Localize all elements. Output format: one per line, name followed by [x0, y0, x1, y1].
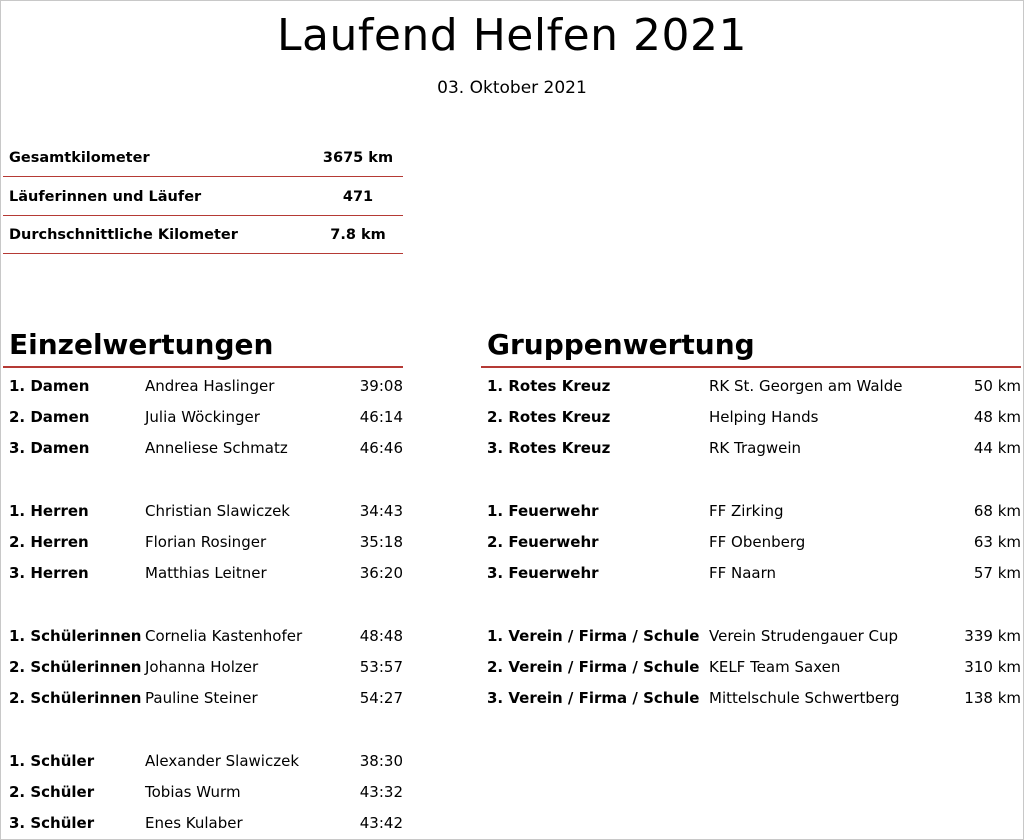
- rank-label: 3. Damen: [9, 439, 90, 458]
- result-value: 50 km: [973, 376, 1021, 395]
- result-value: 68 km: [973, 501, 1021, 520]
- participant-name: RK St. Georgen am Walde: [709, 376, 903, 395]
- summary-value: 3675 km: [322, 150, 394, 166]
- rank-label: 2. Feuerwehr: [487, 532, 599, 551]
- result-row: [481, 401, 1021, 432]
- participant-name: Alexander Slawiczek: [145, 751, 300, 770]
- rank-label: 2. Schülerinnen: [9, 657, 142, 676]
- result-value: 310 km: [964, 657, 1021, 676]
- rank-label: 3. Verein / Firma / Schule: [487, 689, 700, 708]
- result-value: 36:20: [359, 564, 403, 583]
- group-spacer: [481, 464, 1021, 495]
- participant-name: Verein Strudengauer Cup: [709, 626, 899, 645]
- summary-table: [3, 140, 403, 256]
- rank-label: 3. Herren: [9, 564, 89, 583]
- result-value: 339 km: [964, 626, 1021, 645]
- result-value: 53:57: [359, 657, 403, 676]
- einzelwertungen-list: [3, 368, 403, 839]
- event-date: 03. Oktober 2021: [437, 78, 587, 98]
- result-row: [481, 526, 1021, 557]
- summary-label: Durchschnittliche Kilometer: [9, 227, 238, 243]
- rank-label: 2. Damen: [9, 407, 90, 426]
- rank-label: 2. Schülerinnen: [9, 689, 142, 708]
- result-row: [3, 526, 403, 557]
- rank-label: 3. Schüler: [9, 814, 95, 833]
- participant-name: Matthias Leitner: [145, 564, 267, 583]
- result-row: [481, 651, 1021, 682]
- result-value: 43:32: [359, 782, 403, 801]
- rank-label: 1. Herren: [9, 501, 89, 520]
- result-row: [3, 620, 403, 651]
- result-value: 35:18: [359, 532, 403, 551]
- group-spacer: [3, 714, 403, 745]
- summary-row-runners: [3, 179, 403, 216]
- result-row: [3, 495, 403, 526]
- summary-value: 471: [342, 188, 374, 205]
- participant-name: Pauline Steiner: [145, 689, 258, 708]
- gruppenwertung-list: [481, 368, 1021, 714]
- summary-row-total-km: [3, 140, 403, 177]
- group-spacer: [481, 589, 1021, 620]
- summary-row-average-km: [3, 217, 403, 254]
- participant-name: Florian Rosinger: [145, 532, 267, 551]
- result-value: 54:27: [359, 689, 403, 708]
- participant-name: Anneliese Schmatz: [145, 439, 288, 458]
- result-value: 44 km: [973, 439, 1021, 458]
- result-row: [3, 683, 403, 714]
- result-row: [3, 558, 403, 589]
- participant-name: Johanna Holzer: [145, 657, 259, 676]
- result-value: 46:14: [359, 407, 403, 426]
- rank-label: 3. Rotes Kreuz: [487, 439, 611, 458]
- result-row: [481, 433, 1021, 464]
- rank-label: 1. Schüler: [9, 751, 95, 770]
- result-value: 43:42: [359, 814, 403, 833]
- rank-label: 1. Damen: [9, 376, 90, 395]
- summary-value: 7.8 km: [330, 227, 386, 243]
- result-value: 46:46: [359, 439, 403, 458]
- gruppenwertung-section: [481, 326, 1021, 714]
- result-value: 38:30: [359, 751, 403, 770]
- result-row: [3, 370, 403, 401]
- participant-name: Christian Slawiczek: [145, 501, 290, 520]
- rank-label: 2. Rotes Kreuz: [487, 407, 611, 426]
- rank-label: 1. Feuerwehr: [487, 501, 599, 520]
- participant-name: Cornelia Kastenhofer: [145, 626, 303, 645]
- rank-label: 2. Verein / Firma / Schule: [487, 657, 700, 676]
- participant-name: RK Tragwein: [709, 439, 802, 458]
- summary-label: Läuferinnen und Läufer: [9, 188, 202, 205]
- result-value: 57 km: [973, 564, 1021, 583]
- participant-name: Julia Wöckinger: [145, 407, 260, 426]
- result-value: 138 km: [964, 689, 1021, 708]
- einzelwertungen-section: [3, 326, 403, 839]
- participant-name: Mittelschule Schwertberg: [709, 689, 900, 708]
- participant-name: Tobias Wurm: [145, 782, 241, 801]
- result-row: [481, 558, 1021, 589]
- summary-label: Gesamtkilometer: [9, 150, 150, 166]
- participant-name: Andrea Haslinger: [145, 376, 275, 395]
- rank-label: 1. Schülerinnen: [9, 626, 142, 645]
- participant-name: Helping Hands: [709, 407, 819, 426]
- result-value: 34:43: [359, 501, 403, 520]
- participant-name: KELF Team Saxen: [709, 657, 841, 676]
- result-row: [481, 370, 1021, 401]
- result-value: 63 km: [973, 532, 1021, 551]
- gruppenwertung-title: Gruppenwertung: [481, 326, 1021, 368]
- result-row: [481, 683, 1021, 714]
- result-value: 48:48: [359, 626, 403, 645]
- rank-label: 2. Herren: [9, 532, 89, 551]
- participant-name: Enes Kulaber: [145, 814, 243, 833]
- rank-label: 2. Schüler: [9, 782, 95, 801]
- participant-name: FF Naarn: [709, 564, 777, 583]
- result-value: 39:08: [359, 376, 403, 395]
- result-value: 48 km: [973, 407, 1021, 426]
- participant-name: FF Zirking: [709, 501, 784, 520]
- result-row: [481, 620, 1021, 651]
- result-row: [3, 433, 403, 464]
- rank-label: 1. Verein / Firma / Schule: [487, 626, 700, 645]
- result-row: [3, 651, 403, 682]
- result-row: [3, 776, 403, 807]
- page-title: Laufend Helfen 2021: [276, 10, 748, 61]
- result-row: [3, 808, 403, 839]
- result-row: [481, 495, 1021, 526]
- result-row: [3, 401, 403, 432]
- einzelwertungen-title: Einzelwertungen: [3, 326, 403, 368]
- rank-label: 1. Rotes Kreuz: [487, 376, 611, 395]
- participant-name: FF Obenberg: [709, 532, 806, 551]
- result-row: [3, 745, 403, 776]
- rank-label: 3. Feuerwehr: [487, 564, 599, 583]
- group-spacer: [3, 464, 403, 495]
- group-spacer: [3, 589, 403, 620]
